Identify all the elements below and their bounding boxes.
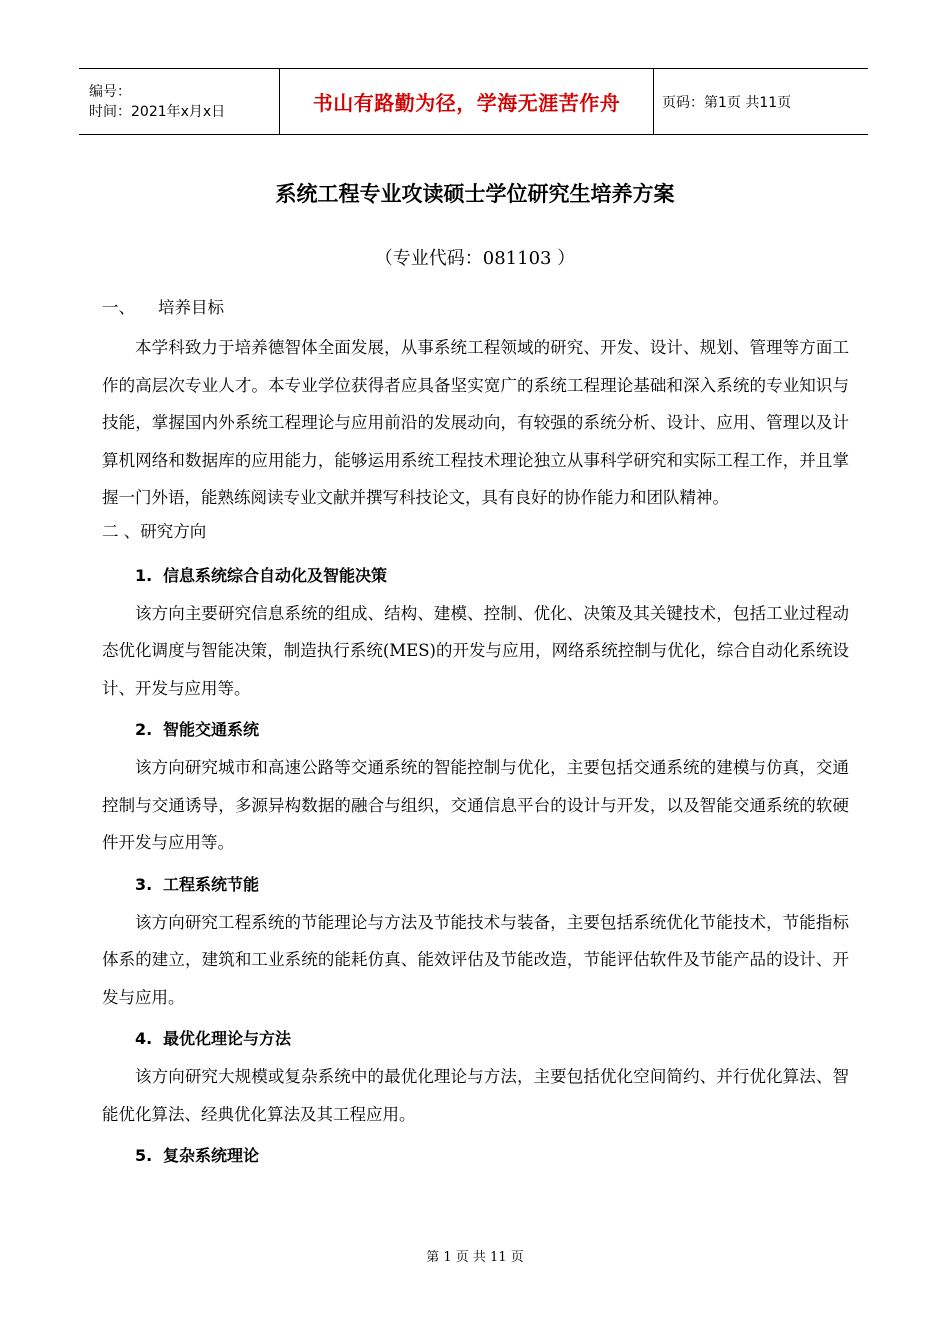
header-motto-cell <box>280 69 654 135</box>
direction-number: 2. <box>135 720 153 739</box>
direction-heading <box>102 866 849 904</box>
direction-title: 智能交通系统 <box>163 720 260 739</box>
direction-paragraph: 该方向主要研究信息系统的组成、结构、建模、控制、优化、决策及其关键技术，包括工业过程动态优化调度与智能决策，制造执行系统(MES)的开发与应用，网络系统控制与优化，综合自动化系统设计、开发与应用等。 <box>102 603 849 698</box>
direction-title: 最优化理论与方法 <box>163 1029 292 1048</box>
direction-number: 4. <box>135 1029 153 1048</box>
header-meta-cell <box>79 69 280 135</box>
section-heading-objectives <box>102 293 849 329</box>
direction-number: 5. <box>135 1146 153 1165</box>
section-number: 一、 <box>102 298 135 317</box>
direction-paragraph: 该方向研究城市和高速公路等交通系统的智能控制与优化，主要包括交通系统的建模与仿真，交通控制与交通诱导，多源异构数据的融合与组织，交通信息平台的设计与开发，以及智能交通系统的软硬件开发与应用等。 <box>102 758 849 852</box>
section-heading-directions: 二 、研究方向 <box>102 521 207 541</box>
header-page-info: 页码：第1页 共11页 <box>662 94 792 111</box>
direction-paragraph: 该方向研究工程系统的节能理论与方法及节能技术与装备，主要包括系统优化节能技术，节能指标体系的建立，建筑和工业系统的能耗仿真、能效评估及节能改造，节能评估软件及节能产品的设计、开发与应用。 <box>102 912 849 1007</box>
direction-heading <box>102 1020 849 1058</box>
document-title: 系统工程专业攻读硕士学位研究生培养方案 <box>275 182 675 206</box>
document-date: 时间：2021年x月x日 <box>89 103 226 120</box>
direction-title: 复杂系统理论 <box>163 1146 260 1165</box>
direction-heading <box>102 711 849 749</box>
direction-title: 信息系统综合自动化及智能决策 <box>163 565 388 585</box>
document-subtitle: （专业代码：081103 ） <box>374 248 576 269</box>
document-body <box>102 293 849 1175</box>
document-number-label: 编号： <box>89 83 131 100</box>
header-page-cell <box>654 69 869 135</box>
direction-number: 3. <box>135 874 153 894</box>
direction-heading <box>102 1137 849 1175</box>
direction-paragraph: 该方向研究大规模或复杂系统中的最优化理论与方法，主要包括优化空间简约、并行优化算法、智能优化算法、经典优化算法及其工程应用。 <box>102 1067 849 1124</box>
direction-title: 工程系统节能 <box>163 874 260 894</box>
section-title: 培养目标 <box>158 298 224 317</box>
direction-heading <box>102 557 849 595</box>
document-header <box>79 68 868 135</box>
direction-number: 1. <box>135 565 153 585</box>
page-footer: 第 1 页 共 11 页 <box>426 1250 524 1265</box>
header-motto: 书山有路勤为径，学海无涯苦作舟 <box>312 91 621 115</box>
objectives-paragraph: 本学科致力于培养德智体全面发展，从事系统工程领域的研究、开发、设计、规划、管理等方面工作的高层次专业人才。本专业学位获得者应具备坚实宽广的系统工程理论基础和深入系统的专业知识与技能，掌握国内外系统工程理论与应用前沿的发展动向，有较强的系统分析、设计、应用、管理以及计算机网络和数据库的应用能力，能够运用系统工程技术理论独立从事科学研究和实际工程工作，并且掌握一门外语，能熟练阅读专业文献并撰写科技论文，具有良好的协作能力和团队精神。 <box>102 338 849 507</box>
